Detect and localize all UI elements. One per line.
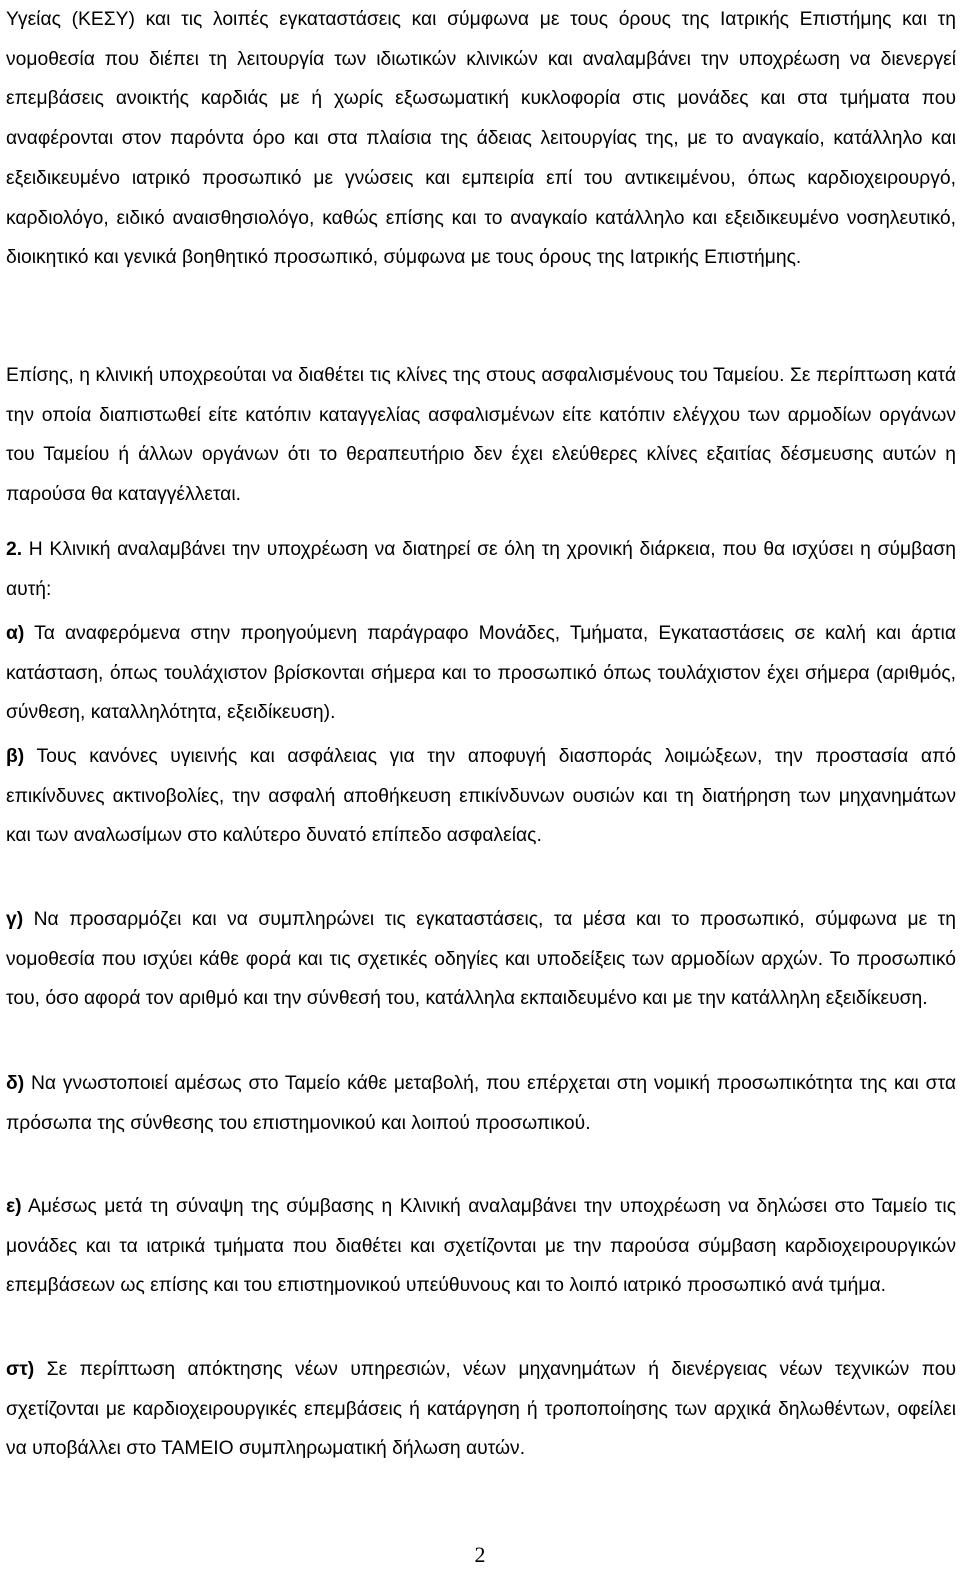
item-text: Τα αναφερόμενα στην προηγούμενη παράγραφο Μονάδες, Τμήματα, Εγκαταστάσεις σε καλή και άρτια κατάσταση, όπως τουλάχιστον βρίσκονται σήμερα και το προσωπικό όπως τουλάχιστον έχει σήμερα (αριθμός, σύνθεση, καταλληλότητα, εξειδίκευση). [6,623,956,724]
paragraph-beds [6,356,956,515]
item-st [6,1350,956,1469]
item-text: Τους κανόνες υγιεινής και ασφάλειας για την αποφυγή διασποράς λοιμώξεων, την προστασία από επικίνδυνες ακτινοβολίες, την ασφαλή αποθήκευση επικίνδυνων ουσιών και τη διατήρηση των μηχανημάτων και των αναλωσίμων στο καλύτερο δυνατό επίπεδο ασφαλείας. [6,746,956,847]
item-b [6,737,956,856]
item-text: Αμέσως μετά τη σύναψη της σύμβασης η Κλινική αναλαμβάνει την υποχρέωση να δηλώσει στο Ταμείο τις μονάδες και τα ιατρικά τμήματα που διαθέτει και σχετίζονται με την παρούσα σύμβαση καρδιοχειρουργικών επεμβάσεων ως επίσης και του επιστημονικού υπεύθυνους και το λοιπό ιατρικό προσωπικό ανά τμήμα. [6,1196,956,1297]
paragraph-number: 2. [6,539,23,560]
item-c [6,900,956,1019]
item-label: γ) [6,909,24,930]
item-e [6,1187,956,1306]
paragraph-intro [6,0,956,278]
item-label: β) [6,746,25,767]
item-label: στ) [6,1359,35,1380]
item-text: Σε περίπτωση απόκτησης νέων υπηρεσιών, νέων μηχανημάτων ή διενέργειας νέων τεχνικών που σχετίζονται με καρδιοχειρουργικές επεμβάσεις ή κατάργηση ή τροποποίησης των αρχικά δηλωθέντων, οφείλει να υποβάλλει στο ΤΑΜΕΙΟ συμπληρωματική δήλωση αυτών. [6,1359,956,1460]
item-label: ε) [6,1196,22,1217]
paragraph-text: Η Κλινική αναλαμβάνει την υποχρέωση να διατηρεί σε όλη τη χρονική διάρκεια, που θα ισχύσει η σύμβαση αυτή: [6,539,956,600]
item-text: Να γνωστοποιεί αμέσως στο Ταμείο κάθε μεταβολή, που επέρχεται στη νομική προσωπικότητα της και στα πρόσωπα της σύνθεσης του επιστημονικού και λοιπού προσωπικού. [6,1073,957,1134]
item-d [6,1064,956,1143]
paragraph-2 [6,530,956,609]
item-a [6,614,956,733]
item-label: δ) [6,1073,25,1094]
page-number: 2 [474,1542,486,1567]
paragraph-text: Υγείας (ΚΕΣΥ) και τις λοιπές εγκαταστάσεις και σύμφωνα με τους όρους της Ιατρικής Επιστήμης και τη νομοθεσία που διέπει τη λειτουργία των ιδιωτικών κλινικών και αναλαμβάνει την υποχρέωση να διενεργεί επεμβάσεις ανοικτής καρδιάς με ή χωρίς εξωσωματική κυκλοφορία στις μονάδες και στα τμήματα που αναφέρονται στον παρόντα όρο και στα πλαίσια της άδειας λειτουργίας της, με το αναγκαίο, κατάλληλο και εξειδικευμένο ιατρικό προσωπικό με γνώσεις και εμπειρία επί του αντικειμένου, όπως καρδιοχειρουργό, καρδιολόγο, ειδικό αναισθησιολόγο, καθώς επίσης και το αναγκαίο κατάλληλο και εξειδικευμένο νοσηλευτικό, διοικητικό και γενικά βοηθητικό προσωπικό, σύμφωνα με τους όρους της Ιατρικής Επιστήμης. [6,9,956,269]
item-text: Να προσαρμόζει και να συμπληρώνει τις εγκαταστάσεις, τα μέσα και το προσωπικό, σύμφωνα με τη νομοθεσία που ισχύει κάθε φορά και τις σχετικές οδηγίες και υποδείξεις των αρμοδίων αρχών. Το προσωπικό του, όσο αφορά τον αριθμό και την σύνθεσή του, κατάλληλα εκπαιδευμένο και με την κατάλληλη εξειδίκευση. [6,909,956,1010]
item-label: α) [6,623,25,644]
paragraph-text: Επίσης, η κλινική υποχρεούται να διαθέτει τις κλίνες της στους ασφαλισμένους του Ταμείου. Σε περίπτωση κατά την οποία διαπιστωθεί είτε κατόπιν καταγγελίας ασφαλισμένων είτε κατόπιν ελέγχου των αρμοδίων οργάνων του Ταμείου ή άλλων οργάνων ότι το θεραπευτήριο δεν έχει ελεύθερες κλίνες εξαιτίας δέσμευσης αυτών η παρούσα θα καταγγέλλεται. [6,365,956,506]
